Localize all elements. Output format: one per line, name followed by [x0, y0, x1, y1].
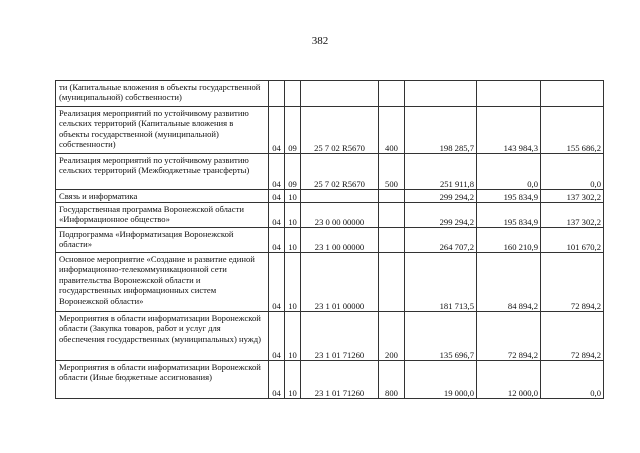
row-name: Реализация мероприятий по устойчивому развитию сельских территорий (Капитальные вложения в объекты государственной (муниципальной) собственности)	[56, 107, 269, 154]
section-code: 04	[269, 154, 285, 190]
amount-year-2: 12 000,0	[477, 361, 541, 399]
amount-year-3	[541, 81, 604, 107]
amount-year-2	[477, 81, 541, 107]
amount-year-1: 198 285,7	[405, 107, 477, 154]
amount-year-3: 137 302,2	[541, 190, 604, 203]
amount-year-2: 0,0	[477, 154, 541, 190]
table-row	[56, 228, 604, 253]
table-row	[56, 361, 604, 399]
section-code: 04	[269, 203, 285, 228]
table-row	[56, 190, 604, 203]
table-row	[56, 253, 604, 312]
row-name: Основное мероприятие «Создание и развитие единой информационно-телекоммуникационной сети правительства Воронежской области и государственных информационных систем Воронежской области»	[56, 253, 269, 312]
expense-type-code	[379, 253, 405, 312]
section-code: 04	[269, 107, 285, 154]
target-article-code	[301, 190, 379, 203]
amount-year-1: 181 713,5	[405, 253, 477, 312]
row-name: Мероприятия в области информатизации Воронежской области (Закупка товаров, работ и услуг для обеспечения государственных (муниципальных) нужд)	[56, 312, 269, 361]
subsection-code	[285, 81, 301, 107]
section-code: 04	[269, 228, 285, 253]
target-article-code: 23 1 01 71260	[301, 361, 379, 399]
subsection-code: 10	[285, 228, 301, 253]
row-name: Реализация мероприятий по устойчивому развитию сельских территорий (Межбюджетные трансферты)	[56, 154, 269, 190]
row-name: Государственная программа Воронежской области «Информационное общество»	[56, 203, 269, 228]
target-article-code: 23 0 00 00000	[301, 203, 379, 228]
expense-type-code	[379, 228, 405, 253]
target-article-code: 23 1 01 00000	[301, 253, 379, 312]
amount-year-3: 155 686,2	[541, 107, 604, 154]
amount-year-1: 264 707,2	[405, 228, 477, 253]
expense-type-code: 800	[379, 361, 405, 399]
section-code: 04	[269, 312, 285, 361]
section-code: 04	[269, 253, 285, 312]
table-row	[56, 81, 604, 107]
subsection-code: 10	[285, 312, 301, 361]
amount-year-1: 135 696,7	[405, 312, 477, 361]
amount-year-3: 72 894,2	[541, 312, 604, 361]
table-row	[56, 107, 604, 154]
table-row	[56, 203, 604, 228]
expense-type-code: 400	[379, 107, 405, 154]
expense-type-code	[379, 190, 405, 203]
target-article-code: 23 1 01 71260	[301, 312, 379, 361]
amount-year-3: 0,0	[541, 361, 604, 399]
target-article-code	[301, 81, 379, 107]
amount-year-3: 137 302,2	[541, 203, 604, 228]
section-code: 04	[269, 190, 285, 203]
row-name: Мероприятия в области информатизации Воронежской области (Иные бюджетные ассигнования)	[56, 361, 269, 399]
amount-year-1: 299 294,2	[405, 203, 477, 228]
table-row	[56, 312, 604, 361]
target-article-code: 25 7 02 R5670	[301, 154, 379, 190]
amount-year-2: 143 984,3	[477, 107, 541, 154]
expense-type-code: 500	[379, 154, 405, 190]
amount-year-3: 0,0	[541, 154, 604, 190]
table-row	[56, 154, 604, 190]
subsection-code: 09	[285, 154, 301, 190]
section-code: 04	[269, 361, 285, 399]
expense-type-code	[379, 81, 405, 107]
row-name: ти (Капитальные вложения в объекты государственной (муниципальной) собственности)	[56, 81, 269, 107]
page-number: 382	[311, 35, 329, 47]
expense-type-code: 200	[379, 312, 405, 361]
section-code	[269, 81, 285, 107]
amount-year-3: 72 894,2	[541, 253, 604, 312]
subsection-code: 09	[285, 107, 301, 154]
amount-year-2: 195 834,9	[477, 190, 541, 203]
amount-year-1: 299 294,2	[405, 190, 477, 203]
amount-year-1: 19 000,0	[405, 361, 477, 399]
row-name: Связь и информатика	[56, 190, 269, 203]
amount-year-2: 195 834,9	[477, 203, 541, 228]
amount-year-1	[405, 81, 477, 107]
amount-year-3: 101 670,2	[541, 228, 604, 253]
amount-year-2: 72 894,2	[477, 312, 541, 361]
amount-year-1: 251 911,8	[405, 154, 477, 190]
row-name: Подпрограмма «Информатизация Воронежской области»	[56, 228, 269, 253]
subsection-code: 10	[285, 253, 301, 312]
target-article-code: 23 1 00 00000	[301, 228, 379, 253]
subsection-code: 10	[285, 190, 301, 203]
subsection-code: 10	[285, 361, 301, 399]
amount-year-2: 84 894,2	[477, 253, 541, 312]
budget-table	[55, 80, 604, 399]
target-article-code: 25 7 02 R5670	[301, 107, 379, 154]
subsection-code: 10	[285, 203, 301, 228]
expense-type-code	[379, 203, 405, 228]
amount-year-2: 160 210,9	[477, 228, 541, 253]
